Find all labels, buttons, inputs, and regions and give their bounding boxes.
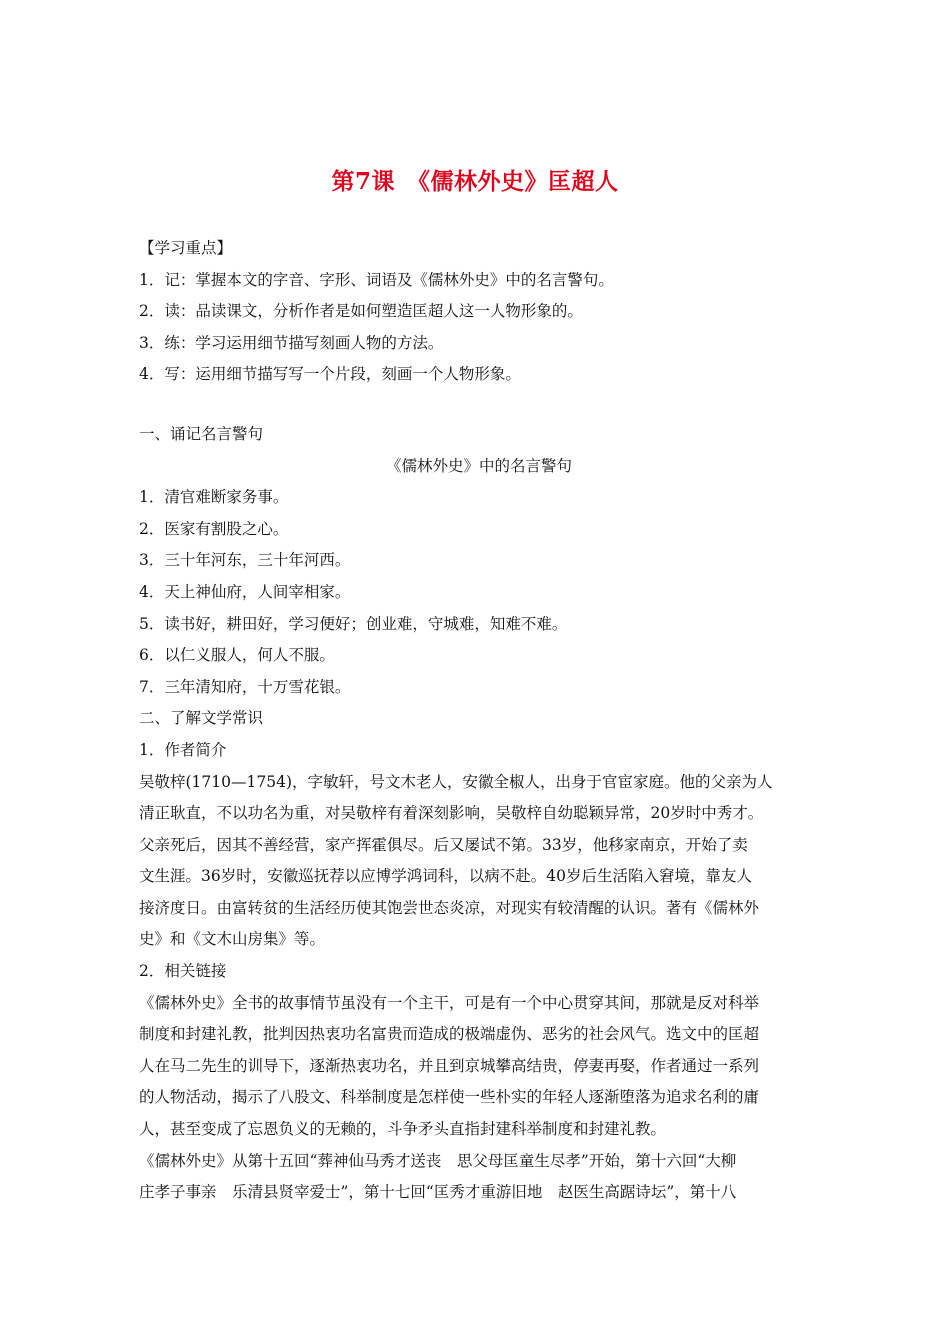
author-intro-line: 文生涯。36岁时，安徽巡抚荐以应博学鸿词科，以病不赴。40岁后生活陷入窘境，靠友人: [139, 867, 752, 886]
section1-subtitle: 《儒林外史》中的名言警句: [385, 456, 572, 475]
section1-heading: 一、诵记名言警句: [139, 424, 264, 443]
quote-item: 3．三十年河东，三十年河西。: [139, 551, 351, 570]
related-link-line: 的人物活动，揭示了八股文、科举制度是怎样使一些朴实的年轻人逐渐堕落为追求名利的庸: [139, 1088, 760, 1107]
focus-item: 4．写：运用细节描写写一个片段，刻画一个人物形象。: [139, 365, 521, 384]
author-intro-line: 父亲死后，因其不善经营，家产挥霍俱尽。后又屡试不第。33岁，他移家南京，开始了卖: [139, 835, 748, 854]
related-link-line: 庄孝子事亲 乐清县贤宰爱士”，第十七回“匡秀才重游旧地 赵医生高踞诗坛”，第十八: [139, 1183, 737, 1202]
author-intro-heading: 1．作者简介: [139, 740, 227, 759]
quote-item: 1．清官难断家务事。: [139, 488, 289, 507]
quote-item: 6．以仁义服人，何人不服。: [139, 646, 335, 665]
focus-item: 3．练：学习运用细节描写刻画人物的方法。: [139, 333, 444, 352]
related-link-line: 人在马二先生的训导下，逐渐热衷功名，并且到京城攀高结贵，停妻再娶，作者通过一系列: [139, 1056, 760, 1075]
author-intro-line: 清正耿直，不以功名为重，对吴敬梓有着深刻影响，吴敬梓自幼聪颖异常，20岁时中秀才。: [139, 804, 764, 823]
related-link-line: 《儒林外史》从第十五回“葬神仙马秀才送丧 思父母匡童生尽孝”开始，第十六回“大柳: [139, 1151, 737, 1170]
quote-item: 4．天上神仙府，人间宰相家。: [139, 582, 351, 601]
quote-item: 7．三年清知府，十万雪花银。: [139, 677, 351, 696]
quote-item: 5．读书好，耕田好，学习便好；创业难，守城难，知难不难。: [139, 614, 568, 633]
section-gap: [139, 391, 819, 419]
page-title: 第7课 《儒林外史》匡超人: [331, 168, 619, 195]
document-body: [139, 233, 819, 1209]
related-link-line: 制度和封建礼教，批判因热衷功名富贵而造成的极端虚伪、恶劣的社会风气。选文中的匡超: [139, 1025, 760, 1044]
focus-heading: 【学习重点】: [139, 239, 233, 257]
focus-item: 1．记：掌握本文的字音、字形、词语及《儒林外史》中的名言警句。: [139, 270, 614, 289]
author-intro-line: 接济度日。由富转贫的生活经历使其饱尝世态炎凉，对现实有较清醒的认识。著有《儒林外: [139, 898, 760, 917]
related-link-heading: 2．相关链接: [139, 962, 227, 981]
quote-item: 2．医家有割股之心。: [139, 519, 289, 538]
focus-item: 2．读：品读课文，分析作者是如何塑造匡超人这一人物形象的。: [139, 302, 583, 321]
author-intro-line: 吴敬梓(1710—1754)，字敏轩，号文木老人，安徽全椒人，出身于官宦家庭。他的父亲为人: [139, 772, 773, 791]
related-link-line: 《儒林外史》全书的故事情节虽没有一个主干，可是有一个中心贯穿其间，那就是反对科举: [139, 993, 760, 1012]
related-link-line: 人，甚至变成了忘恩负义的无赖的，斗争矛头直指封建科举制度和封建礼教。: [139, 1120, 667, 1139]
section2-heading: 二、了解文学常识: [139, 709, 264, 728]
author-intro-line: 史》和《文木山房集》等。: [139, 930, 326, 949]
